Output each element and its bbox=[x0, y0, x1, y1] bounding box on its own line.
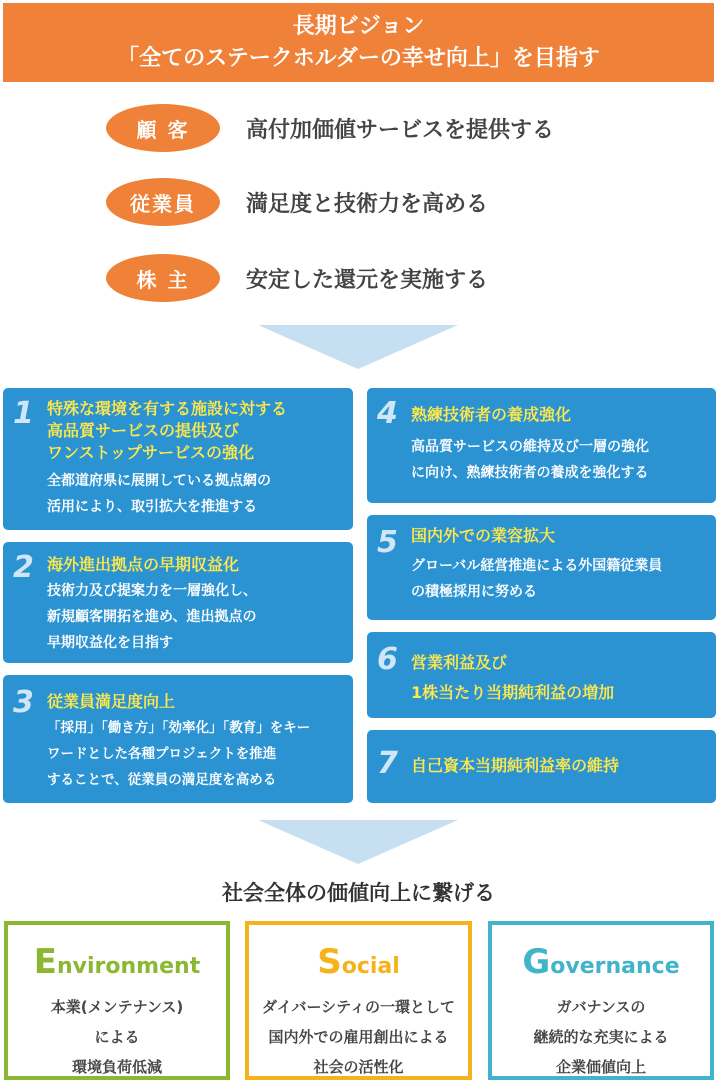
stakeholder-text: 満足度と技術力を高める bbox=[246, 191, 489, 217]
vision-subtitle: 「全てのステークホルダーの幸せ向上」を目指す bbox=[117, 45, 600, 71]
esg-social bbox=[245, 921, 472, 1080]
esg-body: ダイバーシティの一環として 国内外での雇用創出による 社会の活性化 bbox=[262, 998, 455, 1076]
strategy-title: 国内外での業容拡大 bbox=[411, 526, 556, 545]
strategy-number: 3 bbox=[13, 685, 34, 720]
strategy-title: 自己資本当期純利益率の維持 bbox=[411, 756, 620, 775]
strategy-number: 2 bbox=[13, 550, 34, 585]
strategy-box-3 bbox=[3, 675, 353, 803]
stakeholder-shareholder bbox=[106, 254, 488, 302]
strategy-title: 従業員満足度向上 bbox=[47, 692, 176, 711]
stakeholder-text: 安定した還元を実施する bbox=[246, 267, 489, 293]
esg-environment bbox=[4, 921, 230, 1080]
stakeholder-label: 株 主 bbox=[106, 254, 220, 302]
strategy-number: 4 bbox=[377, 396, 398, 431]
stakeholder-employee bbox=[106, 178, 488, 226]
esg-heading: Governance bbox=[522, 942, 680, 982]
strategy-desc: 「採用」「働き方」「効率化」「教育」をキー ワードとした各種プロジェクトを推進 することで、従業員の満足度を高める bbox=[47, 720, 311, 788]
strategy-box-7 bbox=[367, 730, 716, 803]
strategy-title: 海外進出拠点の早期収益化 bbox=[47, 555, 240, 574]
stakeholder-text: 高付加価値サービスを提供する bbox=[246, 117, 555, 143]
strategy-number: 6 bbox=[377, 642, 398, 677]
esg-heading: Environment bbox=[33, 942, 201, 982]
esg-governance bbox=[488, 921, 714, 1080]
strategy-desc: 技術力及び提案力を一層強化し、 新規顧客開拓を進め、進出拠点の 早期収益化を目指す bbox=[47, 583, 257, 651]
strategy-title: 特殊な環境を有する施設に対する 高品質サービスの提供及び ワンストップサービスの強化 bbox=[47, 399, 288, 462]
strategy-desc: グローバル経営推進による外国籍従業員 の積極採用に努める bbox=[411, 558, 663, 600]
strategy-box-1 bbox=[3, 388, 353, 530]
strategy-title: 営業利益及び 1株当たり当期純利益の増加 bbox=[411, 653, 615, 702]
vision-title: 長期ビジョン bbox=[292, 13, 425, 39]
esg-body: 本業(メンテナンス) による 環境負荷低減 bbox=[50, 998, 184, 1076]
strategy-number: 7 bbox=[377, 746, 398, 781]
down-arrow-icon bbox=[258, 820, 458, 864]
strategy-number: 5 bbox=[377, 525, 398, 560]
stakeholder-label: 従業員 bbox=[106, 178, 220, 226]
strategy-box-2 bbox=[3, 542, 353, 663]
strategy-number: 1 bbox=[13, 396, 34, 431]
stakeholder-customer bbox=[106, 104, 554, 152]
strategy-box-5 bbox=[367, 515, 716, 620]
esg-body: ガバナンスの 継続的な充実による 企業価値向上 bbox=[533, 998, 669, 1076]
down-arrow-icon bbox=[258, 325, 458, 369]
strategy-desc: 高品質サービスの維持及び一層の強化 に向け、熟練技術者の養成を強化する bbox=[411, 439, 649, 481]
stakeholder-label: 顧 客 bbox=[106, 104, 220, 152]
strategy-title: 熟練技術者の養成強化 bbox=[411, 405, 572, 424]
strategy-box-6 bbox=[367, 632, 716, 718]
strategy-desc: 全都道府県に展開している拠点網の 活用により、取引拡大を推進する bbox=[47, 473, 271, 515]
esg-heading: Social bbox=[317, 942, 400, 982]
society-title: 社会全体の価値向上に繋げる bbox=[222, 881, 495, 905]
strategy-box-4 bbox=[367, 388, 716, 503]
vision-header bbox=[3, 3, 714, 82]
